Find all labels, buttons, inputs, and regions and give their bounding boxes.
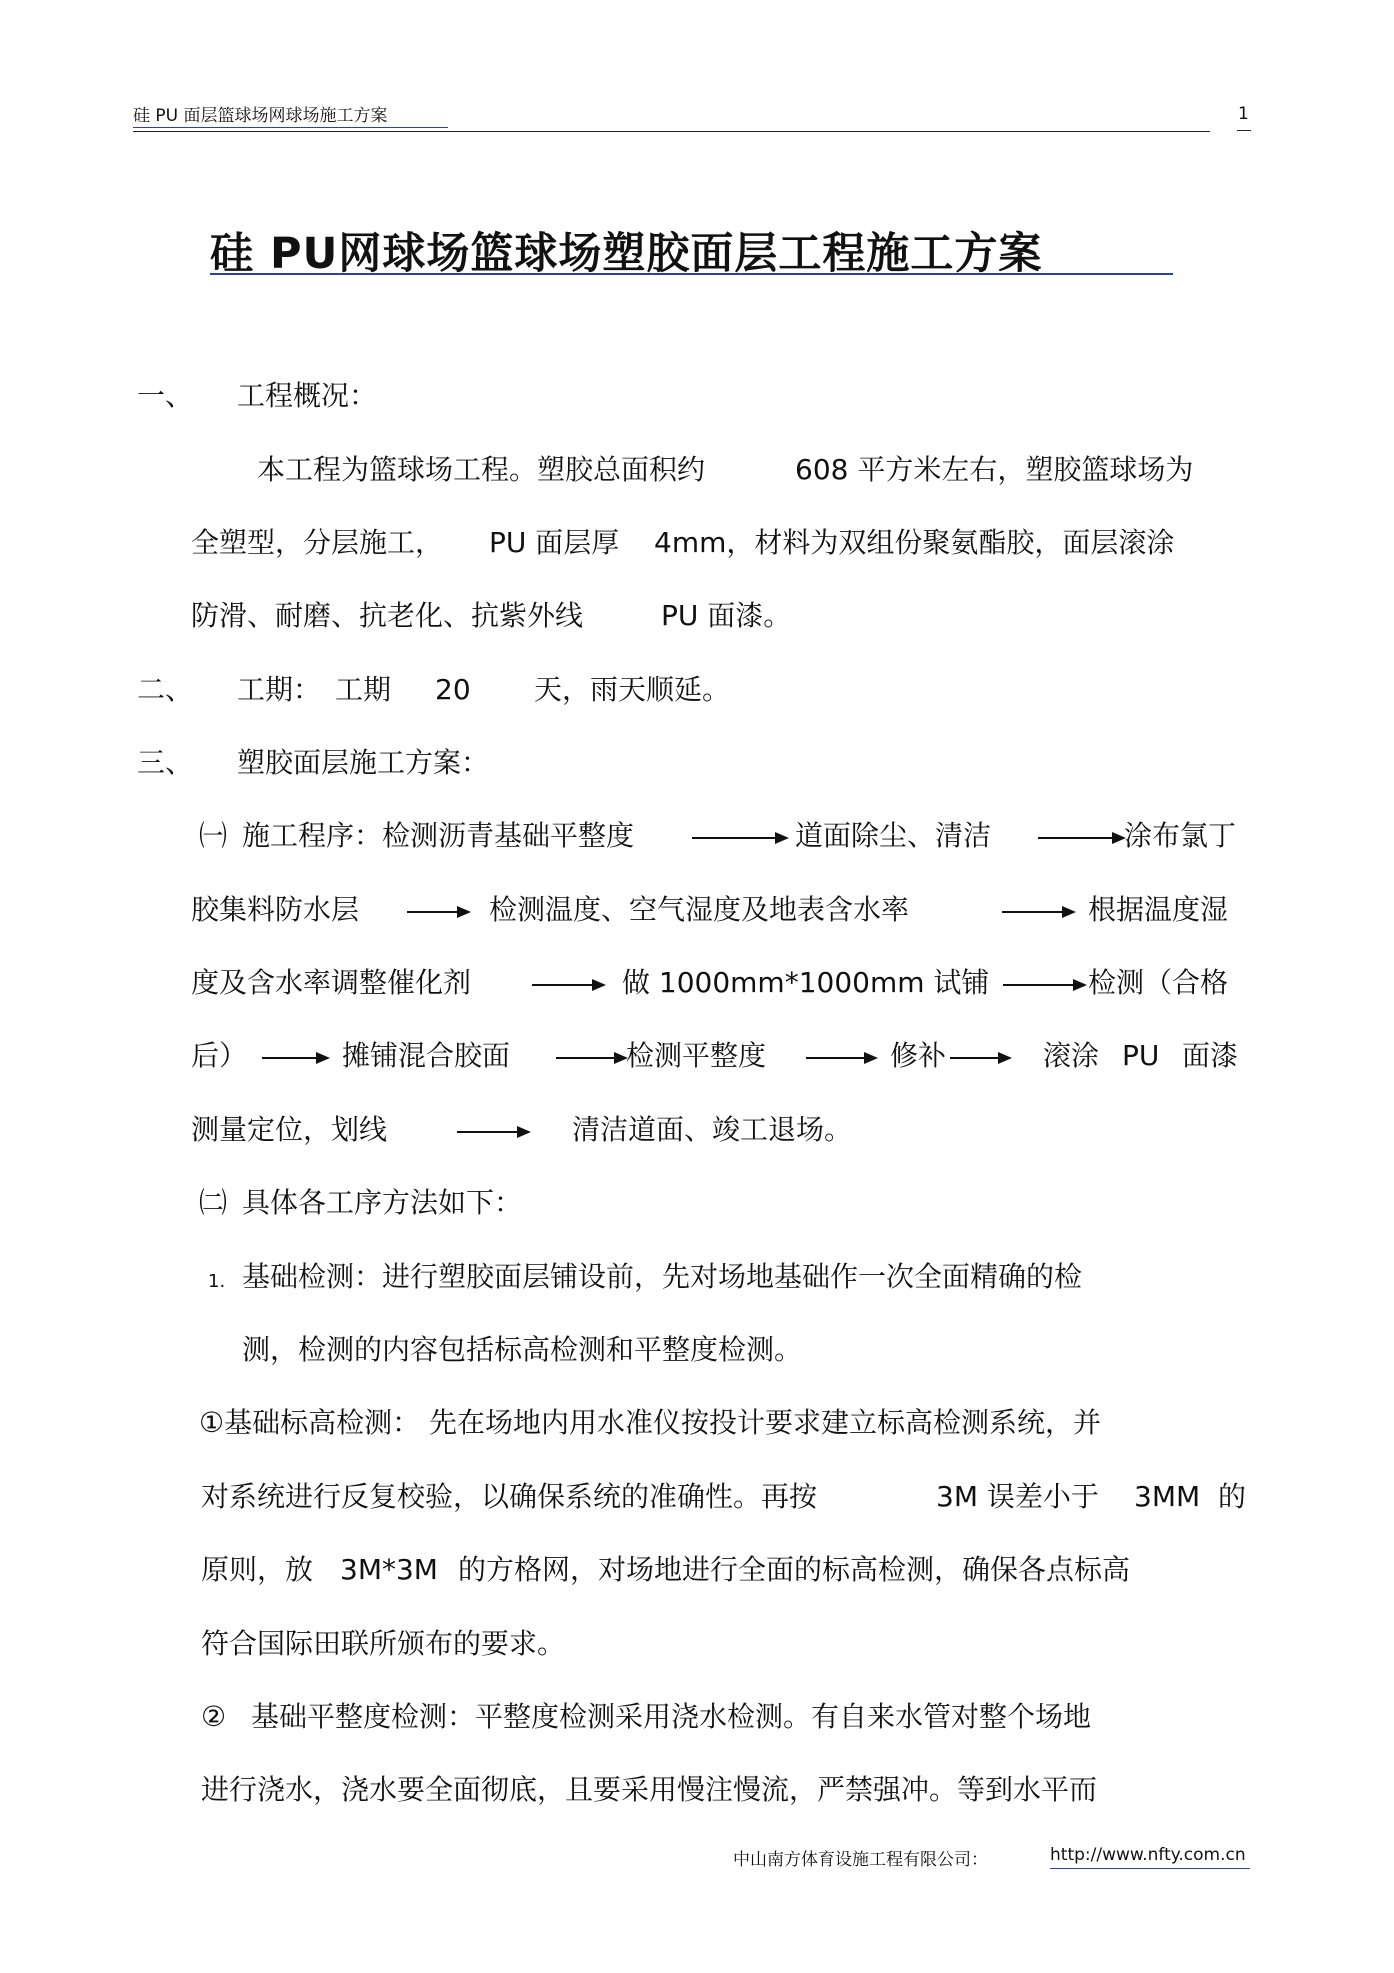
procedure-step: 测量定位，划线 bbox=[191, 1113, 388, 1146]
overview-line-2b: PU 面层厚 bbox=[489, 526, 620, 559]
arrow-right-icon bbox=[457, 1131, 527, 1133]
sub-1-line-2a: 对系统进行反复校验，以确保系统的准确性。再按 bbox=[201, 1480, 818, 1513]
procedure-step: 检测温度、空气湿度及地表含水率 bbox=[489, 893, 910, 926]
header-rule bbox=[133, 131, 1210, 132]
method-item-1-line-1: 基础检测：进行塑胶面层铺设前，先对场地基础作一次全面精确的检 bbox=[242, 1260, 1083, 1293]
method-item-1-number: 1. bbox=[208, 1271, 226, 1292]
overview-line-1a: 本工程为篮球场工程。塑胶总面积约 bbox=[257, 453, 706, 486]
procedure-step: 摊铺混合胶面 bbox=[342, 1039, 511, 1072]
arrow-right-icon bbox=[806, 1057, 874, 1059]
section-2-text-a: 工期 bbox=[335, 673, 392, 706]
procedure-step: 滚涂 bbox=[1043, 1039, 1100, 1072]
procedure-step: 后） bbox=[191, 1039, 248, 1072]
sub-1-line-1: ①基础标高检测： 先在场地内用水准仪按投计要求建立标高检测系统，并 bbox=[199, 1406, 1102, 1439]
arrow-right-icon bbox=[1003, 984, 1083, 986]
sub-1-line-4: 符合国际田联所颁布的要求。 bbox=[201, 1627, 566, 1660]
arrow-right-icon bbox=[556, 1057, 624, 1059]
footer-company: 中山南方体育设施工程有限公司： bbox=[733, 1850, 988, 1870]
procedure-step: 清洁道面、竣工退场。 bbox=[572, 1113, 853, 1146]
sub-2-line-2: 进行浇水，浇水要全面彻底，且要采用慢注慢流，严禁强冲。等到水平而 bbox=[201, 1773, 1098, 1806]
header-underline bbox=[133, 127, 448, 128]
page-number: 1 bbox=[1238, 104, 1249, 124]
sub-1-line-3a: 原则，放 bbox=[201, 1553, 314, 1586]
section-2-number: 二、 bbox=[137, 673, 194, 706]
procedure-step: PU bbox=[1122, 1039, 1160, 1072]
arrow-right-icon bbox=[1038, 837, 1122, 839]
sub-1-line-2b: 3M 误差小于 bbox=[936, 1480, 1099, 1513]
procedure-step: 胶集料防水层 bbox=[191, 893, 360, 926]
footer-url-underline bbox=[1050, 1868, 1250, 1869]
document-title: 硅 PU网球场篮球场塑胶面层工程施工方案 bbox=[210, 229, 1043, 279]
procedure-marker: ㈠ bbox=[199, 819, 228, 852]
section-3-heading: 塑胶面层施工方案： bbox=[237, 746, 490, 779]
section-1-number: 一、 bbox=[137, 379, 194, 412]
page-number-underline bbox=[1237, 130, 1251, 131]
title-underline bbox=[210, 273, 1173, 275]
sub-1-line-2c: 3MM bbox=[1134, 1480, 1201, 1513]
procedure-step: 修补 bbox=[890, 1039, 947, 1072]
arrow-right-icon bbox=[532, 984, 602, 986]
sub-2-line-1: 基础平整度检测：平整度检测采用浇水检测。有自来水管对整个场地 bbox=[251, 1700, 1092, 1733]
header-title: 硅 PU 面层篮球场网球场施工方案 bbox=[133, 106, 388, 126]
section-3-number: 三、 bbox=[137, 746, 194, 779]
section-2-text-b: 天，雨天顺延。 bbox=[534, 673, 731, 706]
sub-1-line-3c: 的方格网，对场地进行全面的标高检测，确保各点标高 bbox=[458, 1553, 1131, 1586]
arrow-right-icon bbox=[407, 911, 467, 913]
section-2-days: 20 bbox=[435, 673, 471, 706]
sub-2-number: ② bbox=[201, 1700, 227, 1733]
procedure-step: 度及含水率调整催化剂 bbox=[191, 966, 472, 999]
arrow-right-icon bbox=[950, 1057, 1008, 1059]
procedure-step: 根据温度湿 bbox=[1088, 893, 1229, 926]
procedure-step: 涂布氯丁 bbox=[1124, 819, 1237, 852]
methods-heading: 具体各工序方法如下： bbox=[242, 1186, 523, 1219]
footer-url[interactable]: http://www.nfty.com.cn bbox=[1050, 1845, 1246, 1865]
procedure-step: 做 1000mm*1000mm 试铺 bbox=[622, 966, 990, 999]
arrow-right-icon bbox=[692, 837, 785, 839]
overview-line-3b: PU 面漆。 bbox=[661, 599, 792, 632]
procedure-step: 道面除尘、清洁 bbox=[795, 819, 992, 852]
sub-1-line-2d: 的 bbox=[1218, 1480, 1247, 1513]
section-1-heading: 工程概况： bbox=[237, 379, 378, 412]
overview-line-1b: 608 平方米左右，塑胶篮球场为 bbox=[795, 453, 1194, 486]
section-2-label: 工期： bbox=[237, 673, 322, 706]
procedure-step: 检测（合格 bbox=[1088, 966, 1229, 999]
procedure-label: 施工程序：检测沥青基础平整度 bbox=[242, 819, 635, 852]
overview-line-2c: 4mm，材料为双组份聚氨酯胶，面层滚涂 bbox=[654, 526, 1175, 559]
methods-marker: ㈡ bbox=[199, 1186, 228, 1219]
overview-line-3a: 防滑、耐磨、抗老化、抗紫外线 bbox=[191, 599, 584, 632]
method-item-1-line-2: 测，检测的内容包括标高检测和平整度检测。 bbox=[242, 1333, 803, 1366]
arrow-right-icon bbox=[262, 1057, 326, 1059]
sub-1-line-3b: 3M*3M bbox=[340, 1553, 438, 1586]
arrow-right-icon bbox=[1002, 911, 1072, 913]
procedure-step: 面漆 bbox=[1182, 1039, 1239, 1072]
procedure-step: 检测平整度 bbox=[626, 1039, 767, 1072]
overview-line-2a: 全塑型，分层施工， bbox=[191, 526, 444, 559]
